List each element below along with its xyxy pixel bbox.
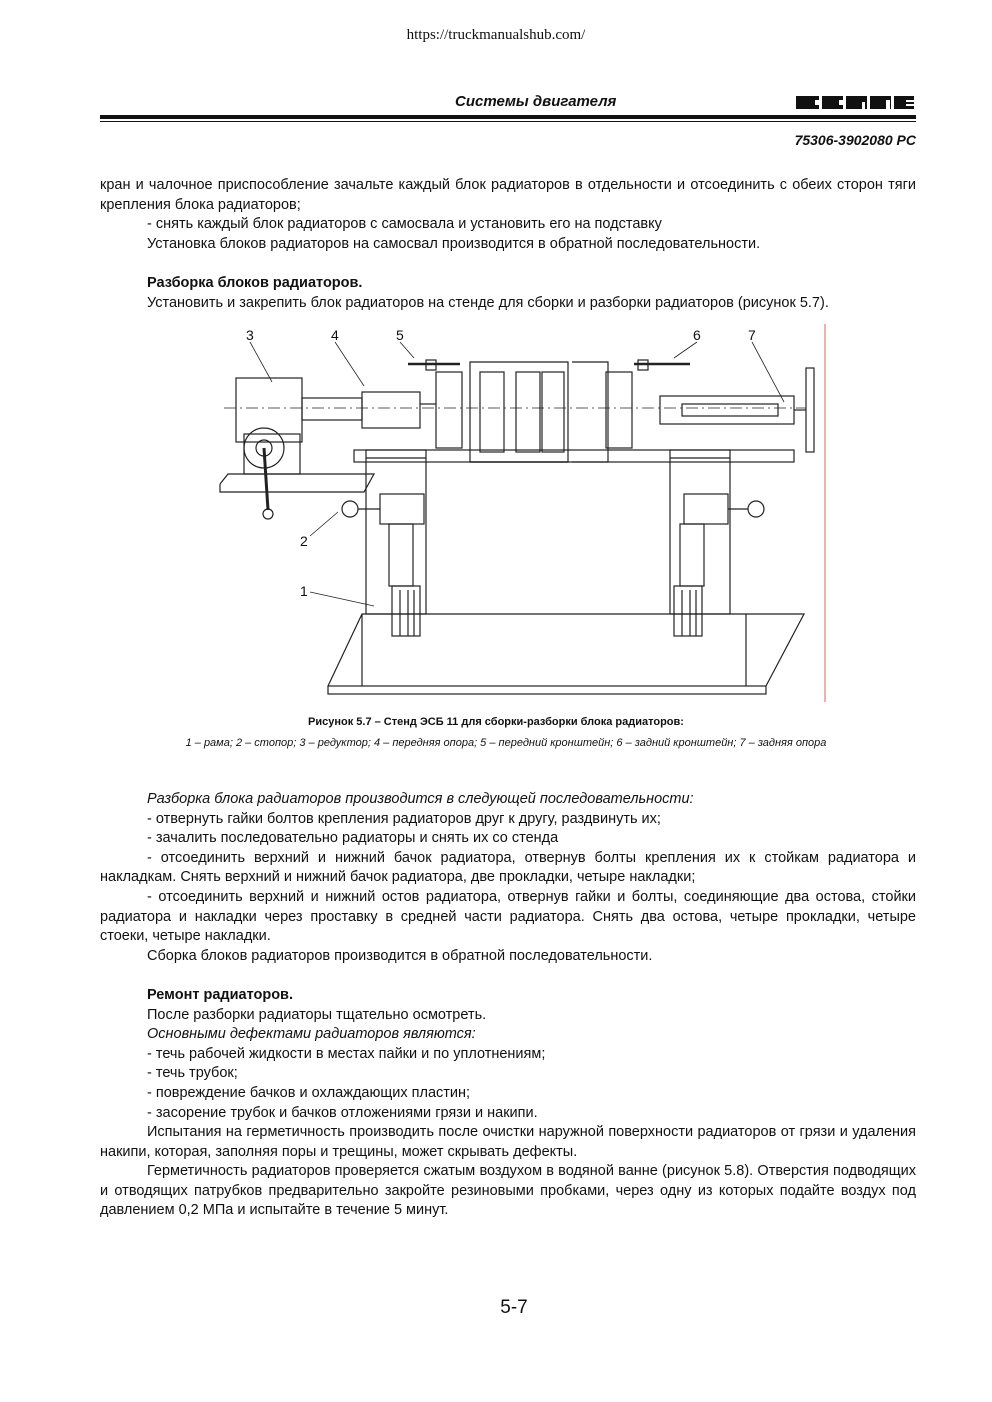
- callout-5: 5: [396, 327, 404, 343]
- assembly-note: Сборка блоков радиаторов производится в обратной последовательности.: [147, 947, 653, 964]
- defects-intro: Основными дефектами радиаторов являются:: [147, 1026, 476, 1043]
- defect-item: - течь трубок;: [147, 1065, 238, 1082]
- repair-test-paragraph: Испытания на герметичность производить после очистки наружной поверхности радиаторов от грязи и удаления накипи, которая, заполняя поры и трещины, может скрывать дефекты.: [100, 1124, 916, 1160]
- callout-6: 6: [693, 327, 701, 343]
- defect-item: - течь рабочей жидкости в местах пайки и по уплотнениям;: [147, 1045, 546, 1062]
- header-rule-thick: [100, 115, 916, 119]
- header-rule-thin: [100, 121, 916, 122]
- figure-radiator-stand: [214, 324, 828, 708]
- defect-item: - засорение трубок и бачков отложениями грязи и накипи.: [147, 1104, 538, 1121]
- figure-caption-legend: 1 – рама; 2 – стопор; 3 – редуктор; 4 – передняя опора; 5 – передний кронштейн; 6 – задний кронштейн; 7 – задняя опора: [185, 737, 827, 749]
- repair-pressure-paragraph: Герметичность радиаторов проверяется сжатым воздухом в водяной ванне (рисунок 5.8). Отверстия подводящих и отводящих патрубков предварительно закройте резиновыми пробками, через одну из которых подайте воздух под давлением 0,2 МПа и испытайте в течение 5 минут.: [100, 1163, 916, 1219]
- source-url: https://truckmanualshub.com/: [406, 27, 586, 43]
- intro-p1: кран и чалочное приспособление зачальте каждый блок радиаторов в отдельности и отсоединить с обеих сторон тяги крепления блока радиаторов;: [100, 177, 916, 213]
- repair-p1: После разборки радиаторы тщательно осмотреть.: [147, 1006, 487, 1023]
- sequence-item: - отсоединить верхний и нижний бачок радиатора, отвернув болты крепления их к стойкам радиатора и накладкам. Снять верхний и нижний бачок радиатора, две прокладки, четыре накладки;: [100, 849, 916, 886]
- belaz-logo: [796, 96, 914, 109]
- callout-2: 2: [300, 533, 308, 549]
- callout-7: 7: [748, 327, 756, 343]
- doc-code: 75306-3902080 РС: [794, 132, 916, 148]
- defect-item: - повреждение бачков и охлаждающих пластин;: [147, 1084, 471, 1101]
- page-number: 5-7: [500, 1297, 528, 1318]
- figure-caption-title: Рисунок 5.7 – Стенд ЭСБ 11 для сборки-разборки блока радиаторов:: [308, 716, 684, 728]
- sequence-item: - отвернуть гайки болтов крепления радиаторов друг к другу, раздвинуть их;: [147, 810, 661, 827]
- callout-3: 3: [246, 327, 254, 343]
- repair-heading: Ремонт радиаторов.: [147, 986, 293, 1003]
- sequence-item: - зачалить последовательно радиаторы и снять их со стенда: [147, 830, 559, 847]
- callout-4: 4: [331, 327, 339, 343]
- sequence-intro: Разборка блока радиаторов производится в следующей последовательности:: [147, 791, 694, 807]
- callout-1: 1: [300, 583, 308, 599]
- intro-p3: Установка блоков радиаторов на самосвал производится в обратной последовательности.: [147, 235, 761, 252]
- intro-block: [100, 176, 916, 313]
- sequence-block: [100, 790, 916, 1221]
- disassembly-p1: Установить и закрепить блок радиаторов на стенде для сборки и разборки радиаторов (рисунок 5.7).: [147, 294, 829, 311]
- sequence-item: - отсоединить верхний и нижний остов радиатора, отвернув гайки и болты, соединяющие два остова, стойки радиатора и накладки через проставку в средней части радиатора. Снять два остова, четыре прокладки, четыре стоеки, четыре накладки.: [100, 888, 916, 945]
- intro-p2: - снять каждый блок радиаторов с самосвала и установить его на подставку: [147, 216, 662, 233]
- section-title: Системы двигателя: [455, 93, 617, 110]
- disassembly-heading: Разборка блоков радиаторов.: [147, 274, 363, 291]
